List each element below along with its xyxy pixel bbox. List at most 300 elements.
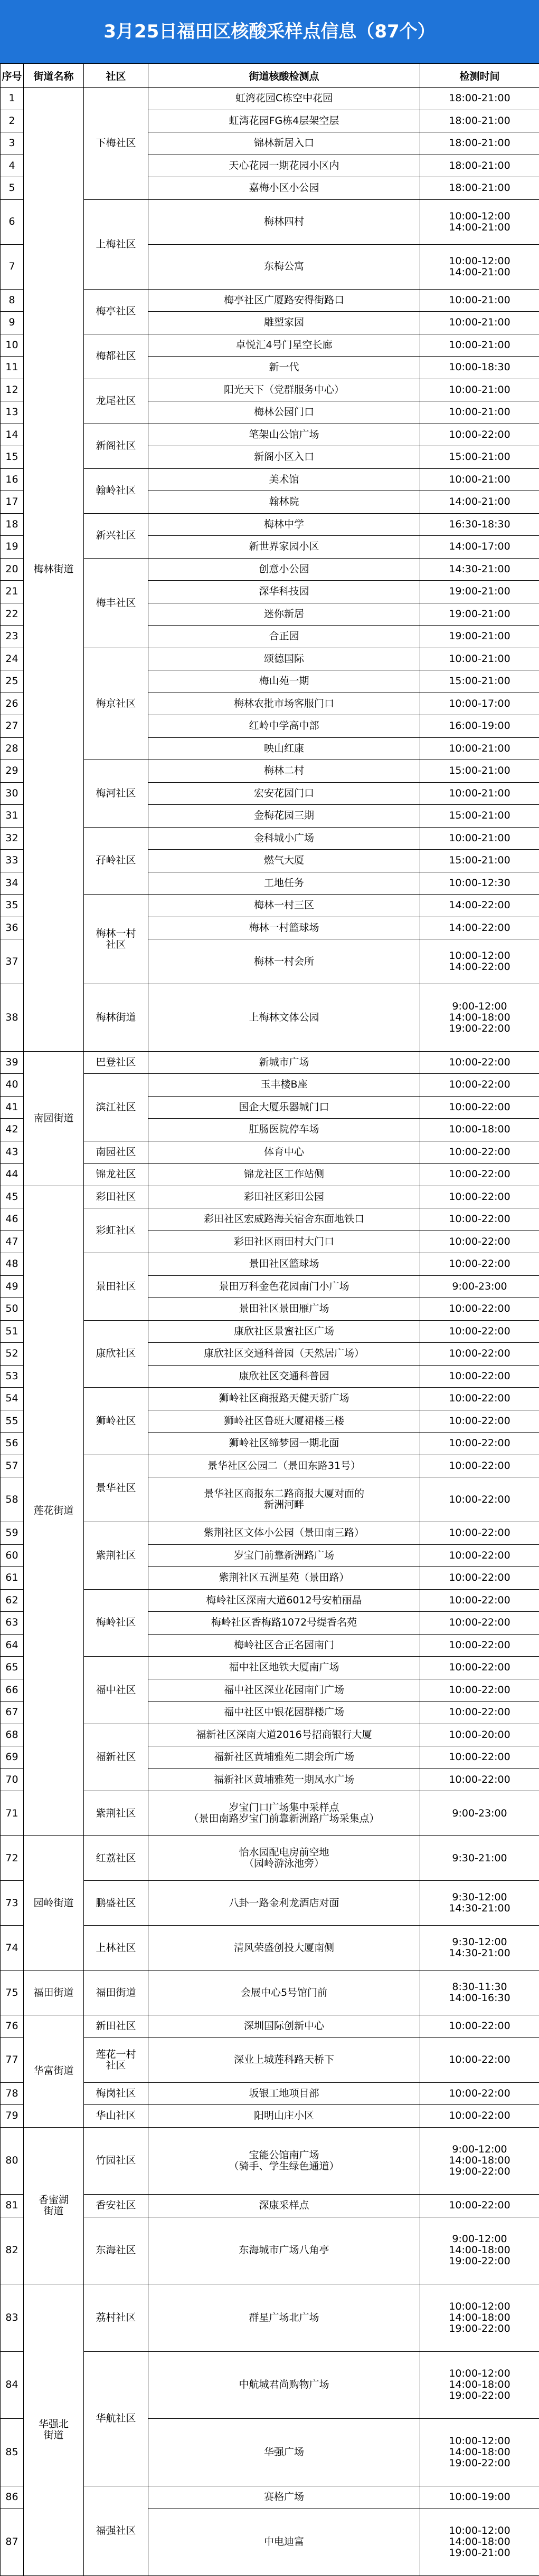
testing-time: 10:00-21:00 [420,334,539,357]
testing-point: 狮岭社区鲁班大厦裙楼三楼 [148,1410,420,1433]
testing-point: 紫荆社区五洲星苑（景田路） [148,1567,420,1590]
street-name: 梅林街道 [24,88,84,1052]
row-number: 85 [1,2419,24,2486]
table-row [1,2015,539,2038]
testing-time: 10:00-22:00 [420,1141,539,1164]
testing-time: 15:00-21:00 [420,850,539,872]
community-name: 上林社区 [84,1926,148,1971]
row-number: 39 [1,1051,24,1074]
testing-point: 迷你新居 [148,603,420,626]
community-name: 梅岗社区 [84,2082,148,2105]
testing-point: 虹湾花园FG栋4层架空层 [148,110,420,132]
row-number: 36 [1,917,24,939]
testing-point: 新世界家园小区 [148,536,420,559]
row-number: 13 [1,401,24,424]
testing-time: 19:00-21:00 [420,603,539,626]
testing-point: 体育中心 [148,1141,420,1164]
row-number: 57 [1,1455,24,1477]
community-name: 孖岭社区 [84,827,148,895]
testing-point: 卓悦汇4号门星空长廊 [148,334,420,357]
testing-time: 10:00-21:00 [420,312,539,334]
testing-point: 新城市广场 [148,1051,420,1074]
community-name: 红荔社区 [84,1836,148,1881]
community-name: 彩虹社区 [84,1208,148,1253]
row-number: 14 [1,424,24,446]
community-name: 景田社区 [84,1253,148,1321]
testing-point: 康欣社区交通科普园 [148,1365,420,1388]
row-number: 56 [1,1433,24,1455]
street-name: 香蜜湖 街道 [24,2127,84,2284]
testing-point: 梅林一村会所 [148,939,420,984]
testing-time: 10:00-12:00 14:00-18:00 19:00-22:00 [420,2284,539,2352]
testing-point: 上梅林文体公园 [148,984,420,1052]
testing-point: 怡水园配电房前空地 （园岭游泳池旁） [148,1836,420,1881]
testing-point: 清风荣盛创投大厦南侧 [148,1926,420,1971]
row-number: 23 [1,626,24,648]
community-name: 东海社区 [84,2217,148,2284]
street-name: 福田街道 [24,1971,84,2015]
row-number: 6 [1,199,24,244]
testing-point: 康欣社区景蜜社区广场 [148,1320,420,1343]
testing-time: 10:00-21:00 [420,401,539,424]
testing-point: 华强广场 [148,2419,420,2486]
community-name: 福新社区 [84,1724,148,1791]
testing-time: 10:00-22:00 [420,1164,539,1186]
testing-point: 深业上城莲科路天桥下 [148,2037,420,2082]
community-name: 梅林一村 社区 [84,895,148,984]
testing-point: 深圳国际创新中心 [148,2015,420,2038]
testing-point: 福中社区中银花园群楼广场 [148,1702,420,1724]
testing-time: 10:00-22:00 [420,1455,539,1477]
testing-time: 10:00-22:00 [420,2105,539,2128]
testing-time: 9:30-12:00 14:30-21:00 [420,1926,539,1971]
community-name: 龙尾社区 [84,379,148,424]
row-number: 24 [1,648,24,670]
testing-time: 18:00-21:00 [420,177,539,200]
testing-point: 东海城市广场八角亭 [148,2217,420,2284]
row-number: 29 [1,760,24,783]
row-number: 77 [1,2037,24,2082]
row-number: 61 [1,1567,24,1590]
testing-time: 10:00-22:00 [420,1544,539,1567]
row-number: 7 [1,244,24,289]
testing-point: 金科城小广场 [148,827,420,850]
row-number: 69 [1,1746,24,1769]
testing-point: 宏安花园门口 [148,782,420,805]
testing-point: 狮岭社区缔梦园一期北面 [148,1433,420,1455]
row-number: 44 [1,1164,24,1186]
community-name: 景华社区 [84,1455,148,1522]
row-number: 26 [1,693,24,715]
header-point: 街道核酸检测点 [148,64,420,88]
street-name: 莲花街道 [24,1186,84,1836]
table-header-row [1,64,539,88]
testing-point: 肛肠医院停车场 [148,1119,420,1141]
testing-time: 10:00-21:00 [420,648,539,670]
testing-time: 18:00-21:00 [420,132,539,155]
testing-time: 10:00-21:00 [420,827,539,850]
testing-time: 10:00-12:00 14:00-18:00 19:00-22:00 [420,2419,539,2486]
header-time: 检测时间 [420,64,539,88]
community-name: 鹏盛社区 [84,1881,148,1926]
testing-time: 9:00-23:00 [420,1275,539,1298]
row-number: 75 [1,1971,24,2015]
row-number: 60 [1,1544,24,1567]
testing-point: 景华社区公园二（景田东路31号） [148,1455,420,1477]
testing-point: 深华科技园 [148,581,420,603]
testing-time: 10:00-22:00 [420,1074,539,1097]
community-name: 南园社区 [84,1141,148,1164]
header-no: 序号 [1,64,24,88]
testing-time: 10:00-22:00 [420,1768,539,1791]
row-number: 35 [1,895,24,917]
testing-time: 10:00-12:00 14:00-21:00 [420,199,539,244]
street-name: 南园街道 [24,1051,84,1186]
table-row [1,1971,539,2015]
testing-point: 岁宝门前靠新洲路广场 [148,1544,420,1567]
testing-time: 18:00-21:00 [420,110,539,132]
testing-time: 10:00-19:00 [420,2486,539,2508]
community-name: 梅岭社区 [84,1589,148,1657]
testing-time: 14:00-22:00 [420,917,539,939]
testing-point: 合正园 [148,626,420,648]
testing-time: 10:00-22:00 [420,1320,539,1343]
testing-time: 10:00-22:00 [420,1567,539,1590]
row-number: 42 [1,1119,24,1141]
row-number: 67 [1,1702,24,1724]
testing-point: 福中社区地铁大厦南广场 [148,1657,420,1679]
testing-time: 14:00-22:00 [420,895,539,917]
community-name: 滨江社区 [84,1074,148,1141]
community-name: 华航社区 [84,2351,148,2486]
community-name: 梅都社区 [84,334,148,379]
page-title: 3月25日福田区核酸采样点信息（87个） [0,0,539,63]
testing-point: 梅岭社区深南大道6012号安柏丽晶 [148,1589,420,1612]
testing-point: 工地任务 [148,872,420,895]
testing-time: 10:00-22:00 [420,2195,539,2217]
testing-time: 10:00-22:00 [420,1746,539,1769]
row-number: 81 [1,2195,24,2217]
testing-point: 宝能公馆南广场 （骑手、学生绿色通道） [148,2127,420,2195]
row-number: 19 [1,536,24,559]
testing-time: 10:00-22:00 [420,1522,539,1545]
testing-time: 15:00-21:00 [420,446,539,469]
community-name: 狮岭社区 [84,1388,148,1455]
row-number: 70 [1,1768,24,1791]
testing-point: 会展中心5号馆门前 [148,1971,420,2015]
table-row [1,2284,539,2352]
testing-point: 梅岭社区合正名园南门 [148,1634,420,1657]
row-number: 45 [1,1186,24,1208]
row-number: 79 [1,2105,24,2128]
testing-point: 国企大厦乐器城门口 [148,1096,420,1119]
row-number: 41 [1,1096,24,1119]
testing-time: 16:30-18:30 [420,513,539,536]
row-number: 47 [1,1231,24,1253]
testing-point: 阳明山庄小区 [148,2105,420,2128]
row-number: 32 [1,827,24,850]
testing-time: 14:00-21:00 [420,491,539,514]
testing-time: 9:00-12:00 14:00-18:00 19:00-22:00 [420,2127,539,2195]
community-name: 巴登社区 [84,1051,148,1074]
row-number: 3 [1,132,24,155]
row-number: 17 [1,491,24,514]
testing-time: 10:00-18:30 [420,357,539,379]
table-row [1,1836,539,1881]
testing-time: 10:00-22:00 [420,1634,539,1657]
testing-time: 10:00-22:00 [420,1657,539,1679]
row-number: 64 [1,1634,24,1657]
community-name: 下梅社区 [84,88,148,200]
testing-time: 10:00-22:00 [420,1589,539,1612]
testing-point: 中电迪富 [148,2508,420,2576]
testing-time: 10:00-22:00 [420,1410,539,1433]
testing-time: 10:00-22:00 [420,2082,539,2105]
row-number: 62 [1,1589,24,1612]
table-row [1,2127,539,2195]
testing-point: 笔架山公馆广场 [148,424,420,446]
testing-time: 10:00-22:00 [420,1388,539,1410]
header-community: 社区 [84,64,148,88]
testing-time: 18:00-21:00 [420,155,539,177]
row-number: 28 [1,737,24,760]
row-number: 87 [1,2508,24,2576]
table-row [1,1186,539,1208]
testing-time: 15:00-21:00 [420,760,539,783]
row-number: 20 [1,558,24,581]
row-number: 31 [1,805,24,828]
row-number: 38 [1,984,24,1052]
row-number: 30 [1,782,24,805]
row-number: 83 [1,2284,24,2352]
row-number: 78 [1,2082,24,2105]
community-name: 梅京社区 [84,648,148,760]
community-name: 上梅社区 [84,199,148,289]
row-number: 10 [1,334,24,357]
row-number: 84 [1,2351,24,2419]
row-number: 18 [1,513,24,536]
testing-time: 10:00-22:00 [420,1433,539,1455]
testing-point: 虹湾花园C栋空中花园 [148,88,420,110]
testing-time: 15:00-21:00 [420,670,539,693]
testing-point: 彩田社区雨田村大门口 [148,1231,420,1253]
testing-point: 景田万科金色花园南门小广场 [148,1275,420,1298]
testing-point: 东梅公寓 [148,244,420,289]
row-number: 25 [1,670,24,693]
testing-time: 10:00-12:00 14:00-18:00 19:00-21:00 [420,2508,539,2576]
testing-time: 10:00-22:00 [420,1298,539,1321]
testing-point: 福新社区深南大道2016号招商银行大厦 [148,1724,420,1746]
row-number: 40 [1,1074,24,1097]
testing-time: 10:00-21:00 [420,737,539,760]
row-number: 65 [1,1657,24,1679]
testing-time: 10:00-21:00 [420,782,539,805]
row-number: 66 [1,1679,24,1702]
community-name: 梅亭社区 [84,289,148,334]
testing-time: 10:00-20:00 [420,1724,539,1746]
testing-time: 10:00-22:00 [420,1477,539,1522]
testing-time: 10:00-17:00 [420,693,539,715]
row-number: 27 [1,715,24,738]
row-number: 71 [1,1791,24,1836]
row-number: 4 [1,155,24,177]
testing-point: 阳光天下（党群服务中心） [148,379,420,401]
testing-time: 10:00-22:00 [420,1343,539,1366]
testing-point: 颂德国际 [148,648,420,670]
row-number: 48 [1,1253,24,1276]
table-row [1,88,539,110]
testing-time: 10:00-12:00 14:00-21:00 [420,244,539,289]
testing-point: 彩田社区宏威路海关宿舍东面地铁口 [148,1208,420,1231]
row-number: 52 [1,1343,24,1366]
header-street: 街道名称 [24,64,84,88]
street-name: 华富街道 [24,2015,84,2128]
testing-time: 19:00-21:00 [420,581,539,603]
community-name: 梅丰社区 [84,558,148,648]
testing-points-table [0,63,539,2576]
community-name: 新田社区 [84,2015,148,2038]
testing-time: 9:00-12:00 14:00-18:00 19:00-22:00 [420,984,539,1052]
table-body [1,88,539,2576]
row-number: 11 [1,357,24,379]
street-name: 园岭街道 [24,1836,84,1971]
testing-time: 15:00-21:00 [420,805,539,828]
community-name: 新阁社区 [84,424,148,468]
testing-point: 美术馆 [148,468,420,491]
community-name: 竹园社区 [84,2127,148,2195]
row-number: 54 [1,1388,24,1410]
testing-time: 10:00-22:00 [420,1365,539,1388]
testing-point: 群星广场北广场 [148,2284,420,2352]
testing-point: 嘉梅小区小公园 [148,177,420,200]
row-number: 43 [1,1141,24,1164]
testing-time: 10:00-22:00 [420,2037,539,2082]
testing-point: 红岭中学高中部 [148,715,420,738]
testing-point: 福新社区黄埔雅苑一期凤水广场 [148,1768,420,1791]
testing-point: 坂银工地项目部 [148,2082,420,2105]
row-number: 50 [1,1298,24,1321]
row-number: 12 [1,379,24,401]
community-name: 福田街道 [84,1971,148,2015]
testing-point: 梅林公园门口 [148,401,420,424]
testing-time: 10:00-22:00 [420,1208,539,1231]
table-container [0,63,539,2576]
community-name: 康欣社区 [84,1320,148,1388]
row-number: 21 [1,581,24,603]
testing-time: 19:00-21:00 [420,626,539,648]
testing-point: 梅山苑一期 [148,670,420,693]
testing-time: 14:00-17:00 [420,536,539,559]
testing-point: 燃气大厦 [148,850,420,872]
testing-point: 康欣社区交通科普园（天然居广场） [148,1343,420,1366]
community-name: 福强社区 [84,2486,148,2575]
table-row [1,1051,539,1074]
row-number: 8 [1,289,24,312]
row-number: 15 [1,446,24,469]
testing-time: 10:00-22:00 [420,1702,539,1724]
community-name: 翰岭社区 [84,468,148,513]
testing-point: 中航城君尚购物广场 [148,2351,420,2419]
row-number: 59 [1,1522,24,1545]
row-number: 1 [1,88,24,110]
row-number: 9 [1,312,24,334]
testing-time: 10:00-22:00 [420,2015,539,2038]
row-number: 73 [1,1881,24,1926]
testing-point: 景华社区商报东二路商报大厦对面的 新洲河畔 [148,1477,420,1522]
testing-time: 10:00-22:00 [420,1231,539,1253]
testing-time: 10:00-21:00 [420,379,539,401]
community-name: 福中社区 [84,1657,148,1724]
testing-point: 梅林四村 [148,199,420,244]
testing-time: 10:00-22:00 [420,1612,539,1635]
testing-point: 创意小公园 [148,558,420,581]
row-number: 46 [1,1208,24,1231]
testing-time: 10:00-22:00 [420,424,539,446]
testing-point: 景田社区篮球场 [148,1253,420,1276]
row-number: 72 [1,1836,24,1881]
testing-point: 岁宝门口广场集中采样点 （景田南路岁宝门前靠新洲路广场采集点） [148,1791,420,1836]
testing-point: 梅岭社区香梅路1072号缇香名苑 [148,1612,420,1635]
testing-point: 锦林新居入口 [148,132,420,155]
testing-point: 梅林一村篮球场 [148,917,420,939]
row-number: 34 [1,872,24,895]
row-number: 16 [1,468,24,491]
row-number: 58 [1,1477,24,1522]
testing-point: 八卦一路金利龙酒店对面 [148,1881,420,1926]
testing-time: 10:00-12:00 14:00-18:00 19:00-22:00 [420,2351,539,2419]
row-number: 53 [1,1365,24,1388]
testing-point: 景田社区景田雁广场 [148,1298,420,1321]
testing-time: 10:00-21:00 [420,289,539,312]
testing-time: 10:00-21:00 [420,468,539,491]
testing-time: 10:00-12:00 14:00-22:00 [420,939,539,984]
community-name: 荔村社区 [84,2284,148,2352]
testing-point: 梅林二村 [148,760,420,783]
row-number: 80 [1,2127,24,2195]
testing-time: 10:00-22:00 [420,1253,539,1276]
row-number: 33 [1,850,24,872]
testing-time: 10:00-18:00 [420,1119,539,1141]
testing-point: 雕塑家园 [148,312,420,334]
testing-point: 金梅花园三期 [148,805,420,828]
testing-time: 18:00-21:00 [420,88,539,110]
testing-point: 梅林中学 [148,513,420,536]
testing-point: 梅亭社区广厦路安得街路口 [148,289,420,312]
row-number: 76 [1,2015,24,2038]
testing-time: 10:00-22:00 [420,1051,539,1074]
street-name: 华强北 街道 [24,2284,84,2576]
testing-point: 映山红康 [148,737,420,760]
row-number: 51 [1,1320,24,1343]
testing-time: 14:30-21:00 [420,558,539,581]
testing-point: 福新社区黄埔雅苑二期会所广场 [148,1746,420,1769]
row-number: 55 [1,1410,24,1433]
row-number: 2 [1,110,24,132]
community-name: 紫荆社区 [84,1791,148,1836]
community-name: 梅林街道 [84,984,148,1052]
testing-point: 锦龙社区工作站侧 [148,1164,420,1186]
testing-point: 天心花园一期花园小区内 [148,155,420,177]
row-number: 22 [1,603,24,626]
testing-time: 9:00-23:00 [420,1791,539,1836]
testing-point: 福中社区深业花园南门广场 [148,1679,420,1702]
testing-point: 梅林农批市场客服门口 [148,693,420,715]
row-number: 74 [1,1926,24,1971]
testing-point: 新阁小区入口 [148,446,420,469]
testing-time: 9:30-21:00 [420,1836,539,1881]
row-number: 86 [1,2486,24,2508]
row-number: 49 [1,1275,24,1298]
